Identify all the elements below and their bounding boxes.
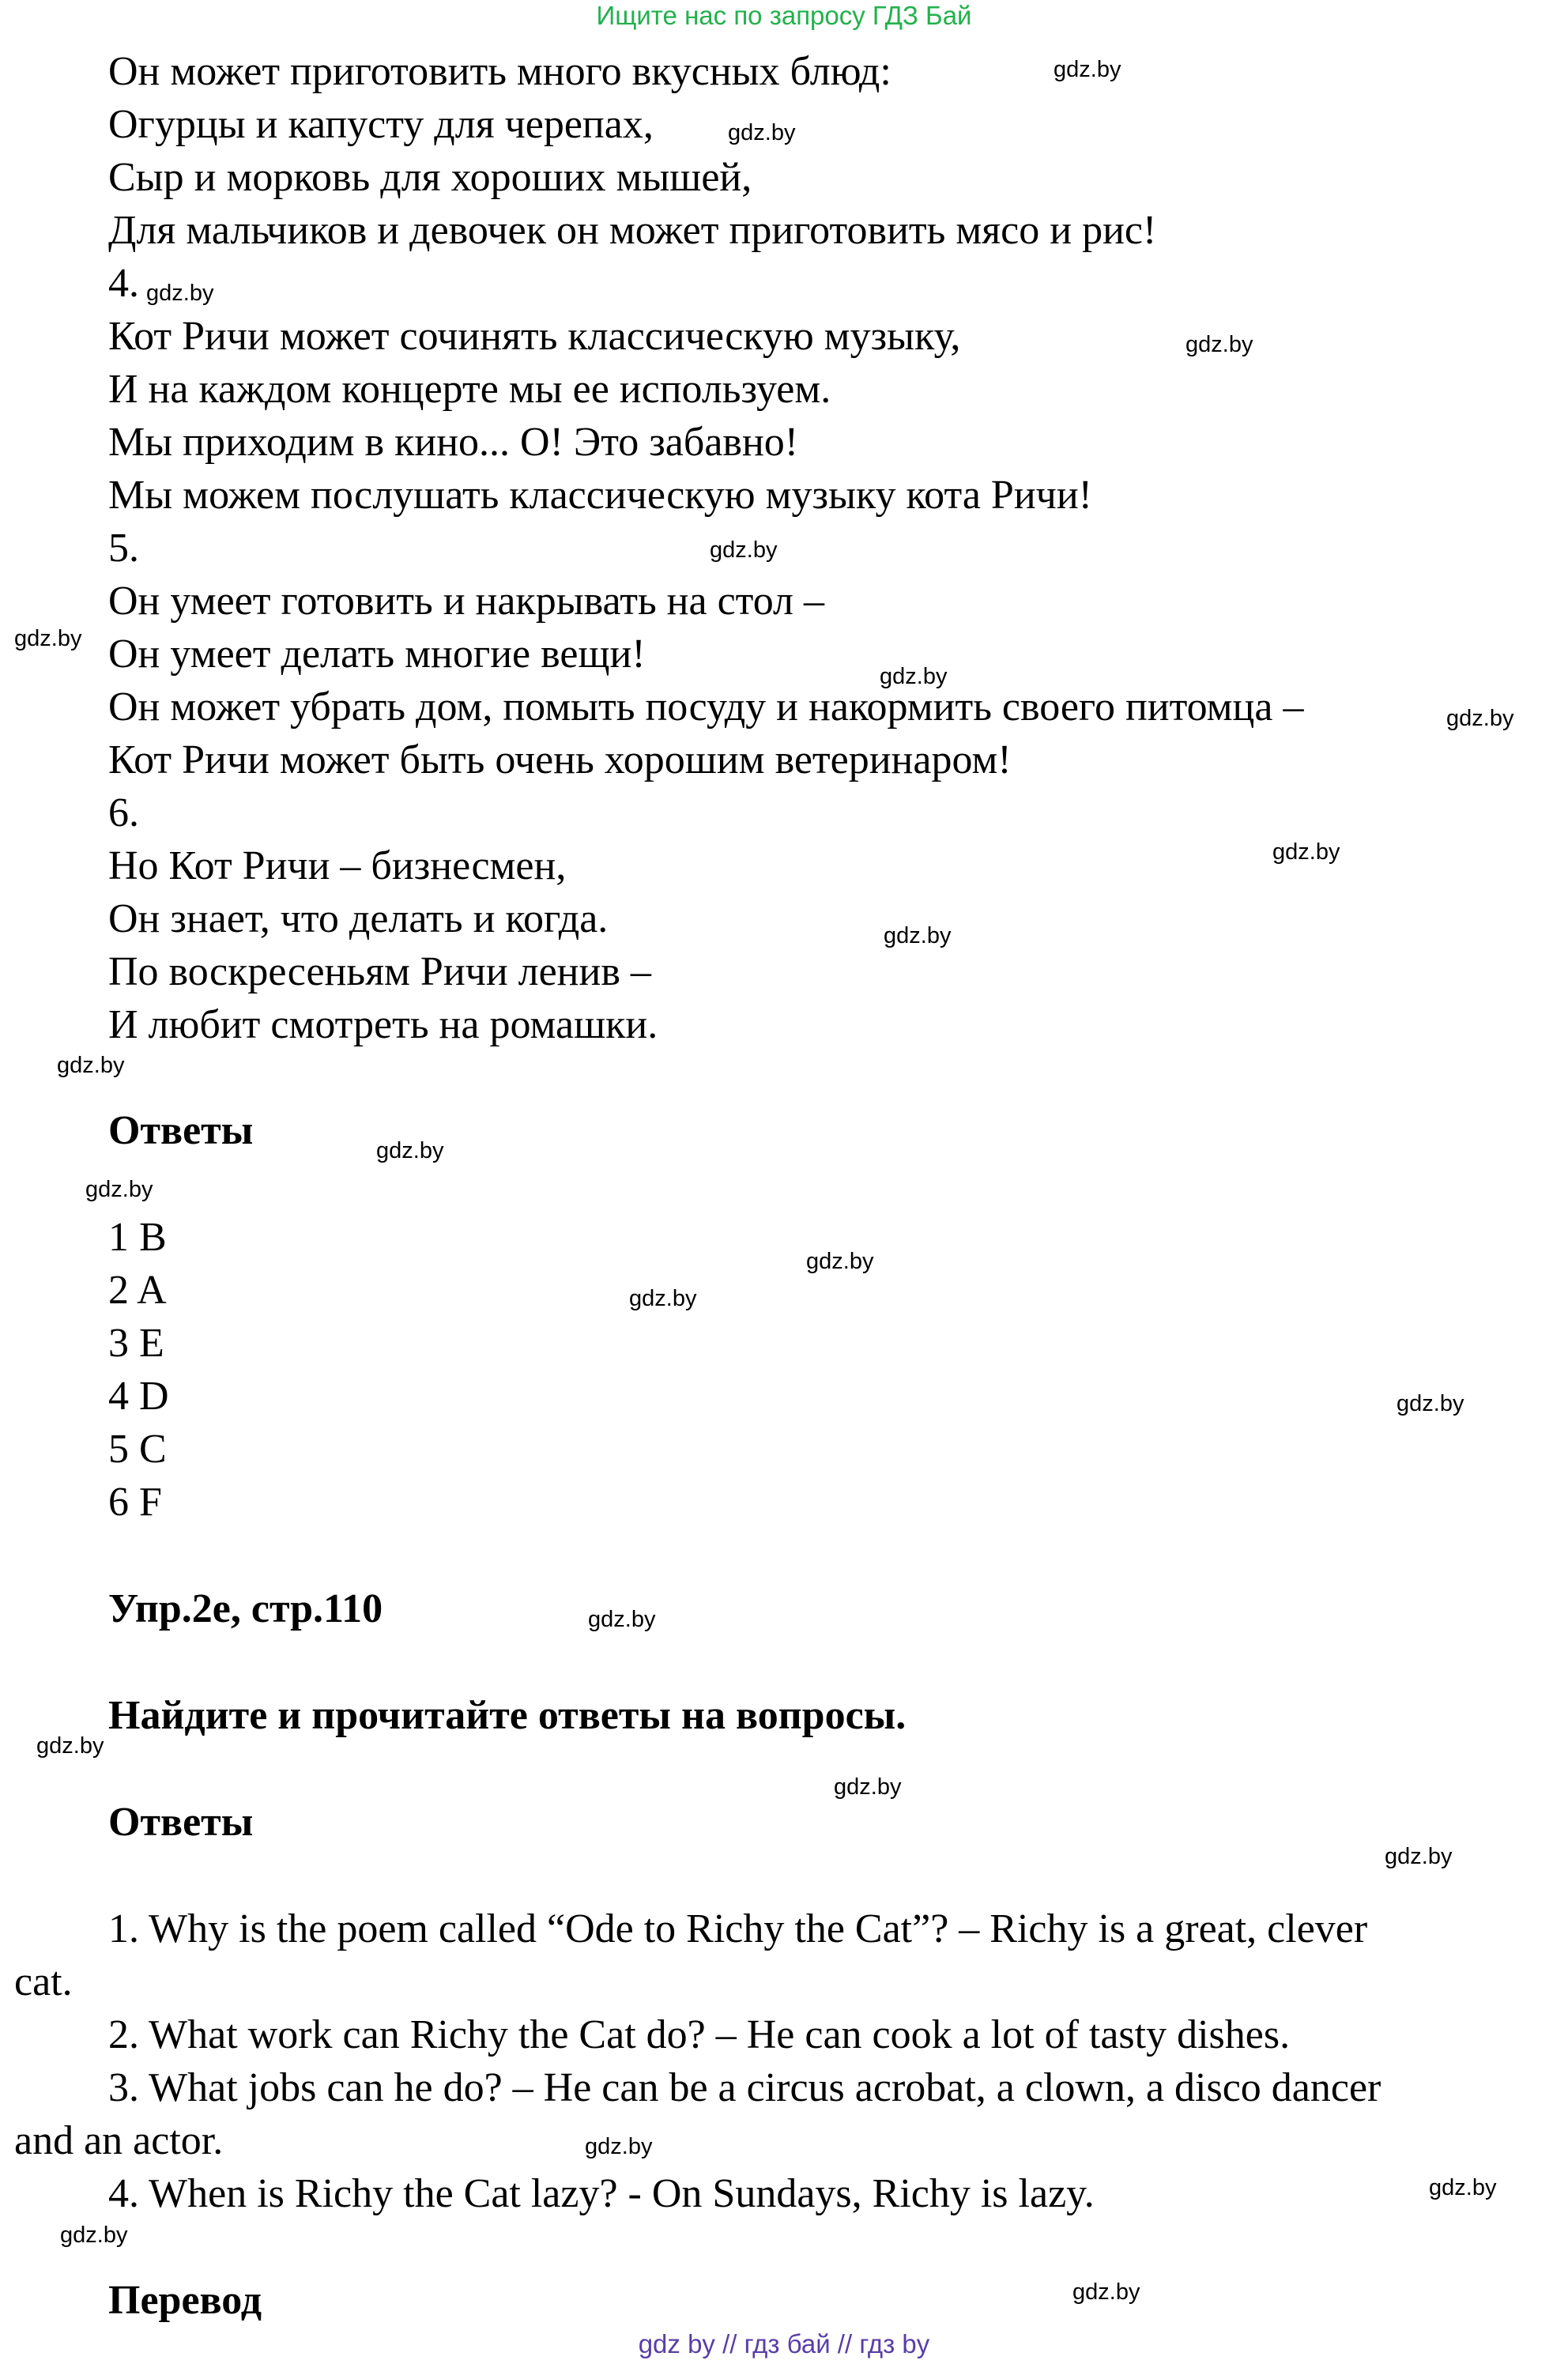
watermark: gdz.by bbox=[146, 281, 214, 306]
answers-heading: Ответы bbox=[108, 1800, 254, 1845]
poem-line: Он может приготовить много вкусных блюд: bbox=[108, 49, 891, 94]
watermark: gdz.by bbox=[834, 1774, 902, 1800]
watermark: gdz.by bbox=[36, 1733, 104, 1759]
qa-line: 1. Why is the poem called “Ode to Richy the Cat”? – Richy is a great, clever bbox=[108, 1906, 1368, 1951]
poem-line: Но Кот Ричи – бизнесмен, bbox=[108, 843, 567, 888]
poem-line: Он знает, что делать и когда. bbox=[108, 896, 609, 941]
watermark: gdz.by bbox=[1272, 839, 1340, 865]
stanza-number: 5. bbox=[108, 526, 139, 571]
site-header-banner[interactable]: Ищите нас по запросу ГДЗ Бай bbox=[596, 1, 972, 30]
watermark: gdz.by bbox=[728, 120, 796, 145]
poem-line: По воскресеньям Ричи ленив – bbox=[108, 949, 651, 994]
exercise-title: Упр.2е, стр.110 bbox=[108, 1586, 383, 1631]
poem-line: Мы можем послушать классическую музыку кота Ричи! bbox=[108, 473, 1092, 518]
stanza-number: 4. bbox=[108, 261, 139, 306]
watermark: gdz.by bbox=[60, 2223, 128, 2248]
answer-item: 1 B bbox=[108, 1215, 167, 1260]
watermark: gdz.by bbox=[1185, 332, 1253, 357]
poem-line: Он умеет готовить и накрывать на стол – bbox=[108, 579, 824, 624]
poem-line: Сыр и морковь для хороших мышей, bbox=[108, 155, 752, 200]
translation-heading: Перевод bbox=[108, 2278, 262, 2323]
poem-line: Кот Ричи может сочинять классическую музыку, bbox=[108, 314, 961, 359]
watermark: gdz.by bbox=[880, 664, 948, 689]
watermark: gdz.by bbox=[85, 1177, 153, 1202]
qa-line: and an actor. bbox=[14, 2118, 224, 2163]
watermark: gdz.by bbox=[588, 1607, 656, 1632]
poem-line: Огурцы и капусту для черепах, bbox=[108, 102, 654, 147]
site-footer-links[interactable]: gdz by // гдз бай // гдз by bbox=[638, 2329, 930, 2358]
watermark: gdz.by bbox=[585, 2134, 653, 2159]
poem-line: И любит смотреть на ромашки. bbox=[108, 1002, 658, 1047]
stanza-number: 6. bbox=[108, 790, 139, 835]
watermark: gdz.by bbox=[1446, 706, 1514, 731]
answer-item: 2 A bbox=[108, 1268, 167, 1313]
answer-item: 6 F bbox=[108, 1480, 162, 1525]
qa-line: 2. What work can Richy the Cat do? – He can cook a lot of tasty dishes. bbox=[108, 2012, 1291, 2057]
qa-line: 3. What jobs can he do? – He can be a circus acrobat, a clown, a disco dancer bbox=[108, 2065, 1381, 2110]
answer-item: 3 E bbox=[108, 1321, 164, 1366]
watermark: gdz.by bbox=[1054, 57, 1121, 82]
watermark: gdz.by bbox=[14, 626, 82, 651]
watermark: gdz.by bbox=[806, 1249, 874, 1274]
watermark: gdz.by bbox=[1072, 2279, 1140, 2305]
watermark: gdz.by bbox=[1385, 1844, 1453, 1869]
watermark: gdz.by bbox=[710, 537, 778, 563]
answer-item: 5 C bbox=[108, 1427, 167, 1472]
qa-line: 4. When is Richy the Cat lazy? - On Sundays, Richy is lazy. bbox=[108, 2171, 1095, 2216]
poem-line: Мы приходим в кино... О! Это забавно! bbox=[108, 420, 799, 465]
answer-item: 4 D bbox=[108, 1374, 169, 1419]
exercise-task: Найдите и прочитайте ответы на вопросы. bbox=[108, 1693, 906, 1738]
watermark: gdz.by bbox=[629, 1286, 697, 1311]
watermark: gdz.by bbox=[884, 923, 952, 948]
poem-line: Он может убрать дом, помыть посуду и накормить своего питомца – bbox=[108, 684, 1304, 730]
watermark: gdz.by bbox=[376, 1138, 444, 1163]
watermark: gdz.by bbox=[1429, 2175, 1497, 2200]
watermark: gdz.by bbox=[1396, 1391, 1464, 1416]
poem-line: Для мальчиков и девочек он может приготовить мясо и рис! bbox=[108, 208, 1157, 253]
poem-line: Он умеет делать многие вещи! bbox=[108, 632, 646, 677]
qa-line: cat. bbox=[14, 1959, 73, 2004]
answers-heading: Ответы bbox=[108, 1108, 254, 1153]
poem-line: Кот Ричи может быть очень хорошим ветеринаром! bbox=[108, 737, 1012, 782]
watermark: gdz.by bbox=[57, 1053, 125, 1078]
poem-line: И на каждом концерте мы ее используем. bbox=[108, 367, 831, 412]
